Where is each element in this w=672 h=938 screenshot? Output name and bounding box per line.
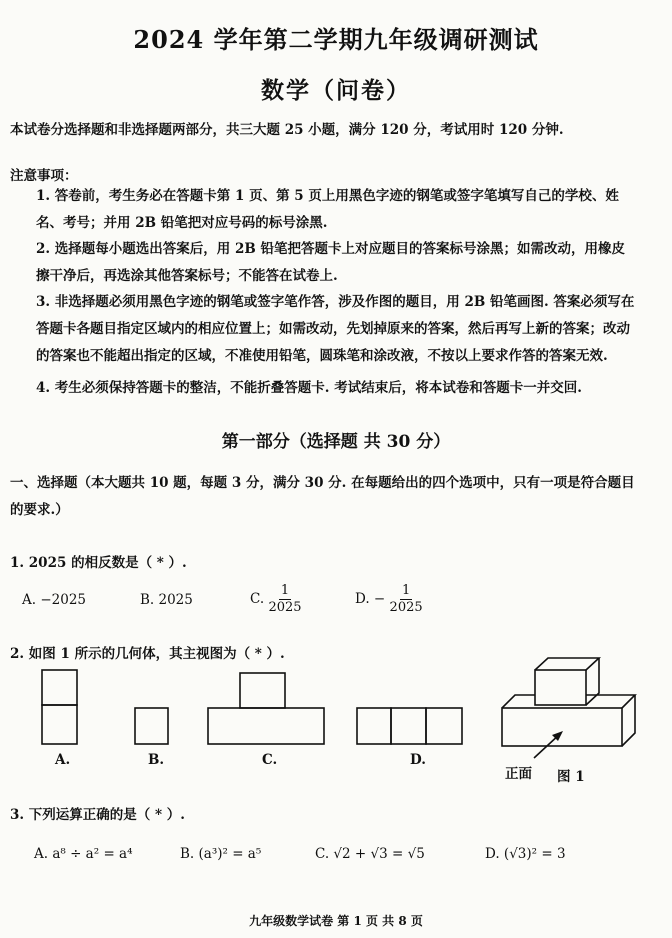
question-2-text: 2. 如图 1 所示的几何体，其主视图为（ * ）. bbox=[10, 646, 285, 662]
question-3-option-d: D. (√3)² = 3 bbox=[485, 846, 566, 862]
page-title: 2024 学年第二学期九年级调研测试 bbox=[133, 25, 539, 54]
question-3-text: 3. 下列运算正确的是（ * ）. bbox=[10, 807, 185, 823]
question-1-option-d: D. − $\frac{1}{2025}$ bbox=[355, 583, 423, 615]
fraction: $\frac{1}{2025}$ bbox=[389, 583, 423, 615]
question-1-option-c: C. $\frac{1}{2025}$ bbox=[250, 583, 302, 615]
option-d-square-1 bbox=[357, 708, 391, 744]
notice-item-1: 1. 答卷前，考生务必在答题卡第 1 页、第 5 页上用黑色字迹的钢笔或签字笔填写自己的学校、姓名、考号；并用 2B 铅笔把对应号码的标号涂黑. bbox=[36, 188, 619, 231]
option-c-base bbox=[208, 708, 324, 744]
question-1-option-a: A. −2025 bbox=[22, 592, 86, 608]
figure-1-solid bbox=[502, 658, 635, 746]
question-3-option-b: B. (a³)² = a⁵ bbox=[180, 846, 262, 862]
option-b-square bbox=[135, 708, 168, 744]
page-subtitle: 数学（问卷） bbox=[261, 77, 411, 104]
option-c-top-square bbox=[240, 673, 285, 708]
figure-1-label: 图 1 bbox=[557, 769, 585, 785]
option-a-bottom-square bbox=[42, 705, 77, 744]
question-2-label-b: B. bbox=[148, 752, 165, 768]
front-label: 正面 bbox=[505, 766, 532, 782]
section-instructions: 一、选择题（本大题共 10 题，每题 3 分，满分 30 分. 在每题给出的四个选项中，只有一项是符合题目的要求.） bbox=[10, 475, 635, 518]
question-2-label-c: C. bbox=[262, 752, 278, 768]
option-d-square-3 bbox=[426, 708, 462, 744]
notice-item-3: 3. 非选择题必须用黑色字迹的钢笔或签字笔作答，涉及作图的题目，用 2B 铅笔画图. 答案必须写在答题卡各题目指定区域内的相应位置上；如需改动，先划掉原来的答案，然后再写上新的答案；改动的答案也不能超出指定的区域，不准使用铅笔，圆珠笔和涂改液，不按以上要求作答的答案无效. bbox=[36, 294, 635, 364]
question-2-label-a: A. bbox=[55, 752, 71, 768]
notice-item-2: 2. 选择题每小题选出答案后，用 2B 铅笔把答题卡上对应题目的答案标号涂黑；如需改动，用橡皮擦干净后，再选涂其他答案标号；不能答在试卷上. bbox=[36, 241, 625, 284]
fraction: $\frac{1}{2025}$ bbox=[268, 583, 302, 615]
question-2-label-d: D. bbox=[410, 752, 426, 768]
notice-heading: 注意事项： bbox=[10, 168, 78, 184]
question-3-option-c: C. √2 + √3 = √5 bbox=[315, 846, 425, 862]
option-d-square-2 bbox=[391, 708, 426, 744]
question-3-option-a: A. a⁸ ÷ a² = a⁴ bbox=[34, 846, 133, 862]
question-1-text: 1. 2025 的相反数是（ * ）. bbox=[10, 555, 187, 571]
question-1-option-b: B. 2025 bbox=[140, 592, 193, 608]
exam-intro: 本试卷分选择题和非选择题两部分，共三大题 25 小题，满分 120 分，考试用时 120 分钟. bbox=[10, 122, 564, 138]
section-title: 第一部分（选择题 共 30 分） bbox=[221, 432, 451, 452]
notice-item-4: 4. 考生必须保持答题卡的整洁，不能折叠答题卡. 考试结束后，将本试卷和答题卡一并交回. bbox=[36, 380, 582, 396]
option-a-top-square bbox=[42, 670, 77, 705]
page-footer: 九年级数学试卷 第 1 页 共 8 页 bbox=[249, 914, 423, 928]
